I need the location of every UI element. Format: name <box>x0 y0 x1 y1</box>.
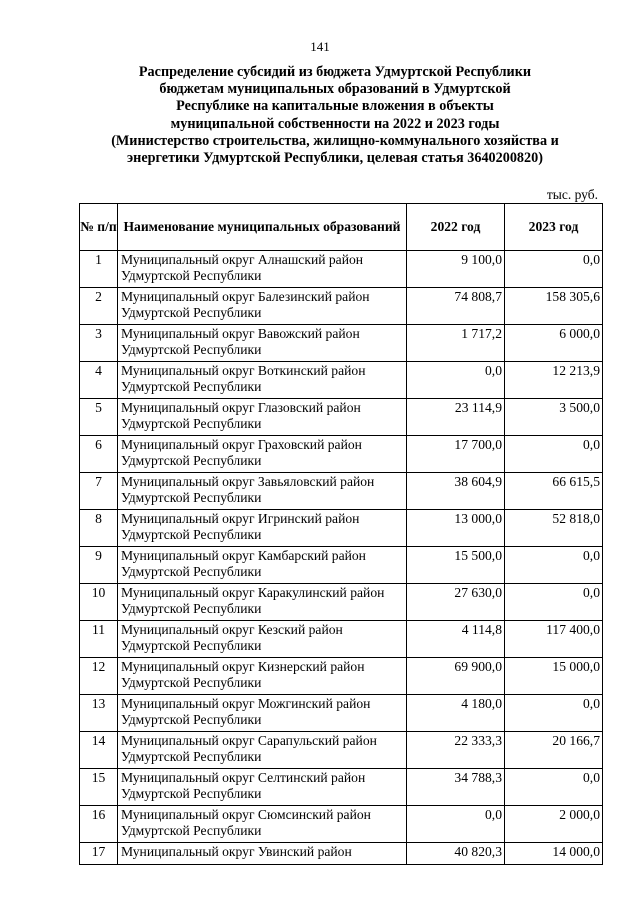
row-name: Муниципальный округ Сюмсинский район Удмуртской Республики <box>118 806 407 843</box>
row-value-2022: 0,0 <box>407 806 505 843</box>
row-value-2023: 12 213,9 <box>505 362 603 399</box>
row-number: 16 <box>80 806 118 843</box>
header-2023: 2023 год <box>505 204 603 251</box>
row-number: 6 <box>80 436 118 473</box>
table-row <box>80 251 603 288</box>
row-value-2022: 40 820,3 <box>407 843 505 865</box>
header-2022: 2022 год <box>407 204 505 251</box>
row-value-2022: 23 114,9 <box>407 399 505 436</box>
row-value-2023: 3 500,0 <box>505 399 603 436</box>
row-number: 3 <box>80 325 118 362</box>
subsidy-table <box>79 203 603 865</box>
row-value-2023: 0,0 <box>505 584 603 621</box>
row-value-2022: 9 100,0 <box>407 251 505 288</box>
row-name: Муниципальный округ Балезинский район Удмуртской Республики <box>118 288 407 325</box>
row-value-2022: 4 180,0 <box>407 695 505 732</box>
row-name: Муниципальный округ Игринский район Удмуртской Республики <box>118 510 407 547</box>
row-number: 4 <box>80 362 118 399</box>
table-row <box>80 325 603 362</box>
table-row <box>80 695 603 732</box>
row-value-2022: 38 604,9 <box>407 473 505 510</box>
title-line: муниципальной собственности на 2022 и 2023 годы <box>170 115 500 132</box>
header-number: № п/п <box>80 204 118 251</box>
row-name: Муниципальный округ Селтинский район Удмуртской Республики <box>118 769 407 806</box>
row-value-2022: 74 808,7 <box>407 288 505 325</box>
row-value-2022: 1 717,2 <box>407 325 505 362</box>
table-row <box>80 584 603 621</box>
unit-label: тыс. руб. <box>546 187 598 202</box>
title-line: Республике на капитальные вложения в объекты <box>176 98 494 115</box>
row-name: Муниципальный округ Алнашский район Удмуртской Республики <box>118 251 407 288</box>
table-row <box>80 658 603 695</box>
row-value-2023: 0,0 <box>505 436 603 473</box>
row-value-2022: 15 500,0 <box>407 547 505 584</box>
row-value-2022: 4 114,8 <box>407 621 505 658</box>
row-name: Муниципальный округ Сарапульский район Удмуртской Республики <box>118 732 407 769</box>
row-name: Муниципальный округ Вавожский район Удмуртской Республики <box>118 325 407 362</box>
title-line: бюджетам муниципальных образований в Удмуртской <box>159 81 511 98</box>
row-value-2023: 2 000,0 <box>505 806 603 843</box>
row-number: 9 <box>80 547 118 584</box>
row-value-2022: 27 630,0 <box>407 584 505 621</box>
row-value-2023: 0,0 <box>505 769 603 806</box>
row-value-2023: 20 166,7 <box>505 732 603 769</box>
page-number: 141 <box>310 39 330 54</box>
row-value-2022: 69 900,0 <box>407 658 505 695</box>
table-row <box>80 769 603 806</box>
row-name: Муниципальный округ Завьяловский район Удмуртской Республики <box>118 473 407 510</box>
row-value-2022: 13 000,0 <box>407 510 505 547</box>
row-number: 7 <box>80 473 118 510</box>
table-row <box>80 621 603 658</box>
table-row <box>80 510 603 547</box>
table-row <box>80 288 603 325</box>
row-value-2023: 52 818,0 <box>505 510 603 547</box>
row-value-2023: 15 000,0 <box>505 658 603 695</box>
table-row <box>80 732 603 769</box>
title-line: Распределение субсидий из бюджета Удмуртской Республики <box>138 64 532 80</box>
document-title <box>100 64 570 167</box>
row-name: Муниципальный округ Можгинский район Удмуртской Республики <box>118 695 407 732</box>
row-number: 2 <box>80 288 118 325</box>
table-row <box>80 806 603 843</box>
row-name: Муниципальный округ Увинский район <box>118 843 407 865</box>
row-value-2023: 14 000,0 <box>505 843 603 865</box>
row-number: 1 <box>80 251 118 288</box>
row-number: 10 <box>80 584 118 621</box>
row-value-2022: 22 333,3 <box>407 732 505 769</box>
row-value-2023: 117 400,0 <box>505 621 603 658</box>
row-value-2023: 6 000,0 <box>505 325 603 362</box>
row-number: 12 <box>80 658 118 695</box>
row-number: 14 <box>80 732 118 769</box>
row-number: 8 <box>80 510 118 547</box>
row-value-2022: 17 700,0 <box>407 436 505 473</box>
table-row <box>80 473 603 510</box>
row-name: Муниципальный округ Граховский район Удмуртской Республики <box>118 436 407 473</box>
table-row <box>80 399 603 436</box>
title-line: (Министерство строительства, жилищно-коммунального хозяйства и <box>111 132 559 149</box>
row-value-2023: 66 615,5 <box>505 473 603 510</box>
row-name: Муниципальный округ Кезский район Удмуртской Республики <box>118 621 407 658</box>
row-number: 11 <box>80 621 118 658</box>
row-value-2023: 158 305,6 <box>505 288 603 325</box>
table-row <box>80 362 603 399</box>
table-header-row <box>80 204 603 251</box>
row-name: Муниципальный округ Камбарский район Удмуртской Республики <box>118 547 407 584</box>
row-number: 13 <box>80 695 118 732</box>
row-value-2022: 0,0 <box>407 362 505 399</box>
row-number: 17 <box>80 843 118 865</box>
row-value-2023: 0,0 <box>505 251 603 288</box>
row-value-2023: 0,0 <box>505 695 603 732</box>
row-number: 15 <box>80 769 118 806</box>
title-line: энергетики Удмуртской Республики, целевая статья 3640200820) <box>127 150 543 167</box>
row-value-2022: 34 788,3 <box>407 769 505 806</box>
table-row <box>80 843 603 865</box>
table-row <box>80 547 603 584</box>
row-name: Муниципальный округ Глазовский район Удмуртской Республики <box>118 399 407 436</box>
table-row <box>80 436 603 473</box>
row-name: Муниципальный округ Каракулинский район Удмуртской Республики <box>118 584 407 621</box>
row-name: Муниципальный округ Воткинский район Удмуртской Республики <box>118 362 407 399</box>
header-name: Наименование муниципальных образований <box>118 204 407 251</box>
row-number: 5 <box>80 399 118 436</box>
row-value-2023: 0,0 <box>505 547 603 584</box>
row-name: Муниципальный округ Кизнерский район Удмуртской Республики <box>118 658 407 695</box>
